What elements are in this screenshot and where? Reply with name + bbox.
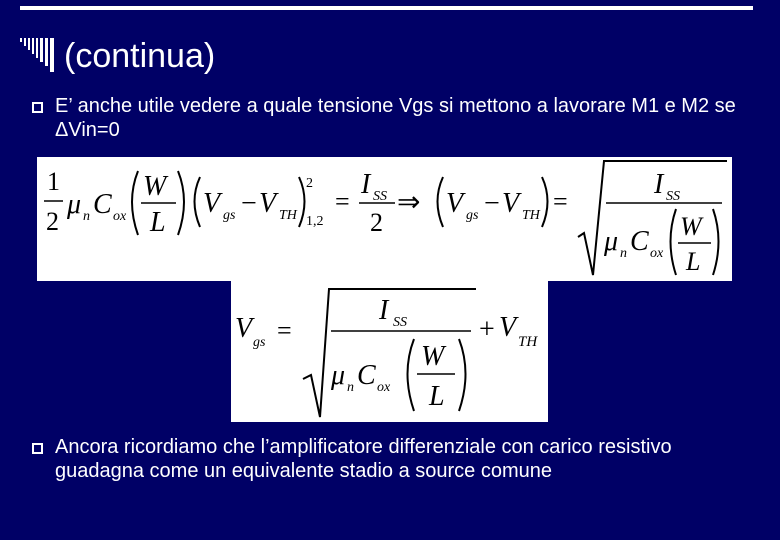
v-subscript-th: TH <box>279 208 297 223</box>
implies-arrow: ⇒ <box>397 187 421 218</box>
c-subscript: ox <box>650 246 664 261</box>
mu-subscript: n <box>347 380 354 395</box>
i-symbol: I <box>379 295 389 326</box>
c-symbol: C <box>93 189 112 220</box>
i-subscript-ss: SS <box>373 189 387 204</box>
slide-title: (continua) <box>64 37 216 75</box>
i-subscript-ss: SS <box>666 189 680 204</box>
formula-1 <box>37 157 732 281</box>
v-symbol: V <box>446 188 464 219</box>
bullet-square-icon <box>32 443 43 454</box>
sqrt-sign <box>303 289 476 417</box>
mu-subscript: n <box>83 209 90 224</box>
c-subscript: ox <box>113 209 127 224</box>
power-two: 2 <box>306 176 313 191</box>
v-symbol: V <box>259 188 277 219</box>
half-denominator: 2 <box>46 207 59 236</box>
minus-sign: − <box>241 188 257 219</box>
v-subscript-gs: gs <box>223 208 236 223</box>
i-subscript-ss: SS <box>393 315 407 330</box>
w-symbol: W <box>421 341 445 372</box>
mu-symbol: μ <box>67 189 82 220</box>
v-subscript-gs: gs <box>466 208 479 223</box>
l-symbol: L <box>429 381 445 412</box>
formula-image-1 <box>37 157 732 281</box>
bullet-text: Ancora ricordiamo che l’amplificatore differenziale con carico resistivo guadagna come un equivalente stadio a source comune <box>55 436 672 482</box>
formula-image-2 <box>231 281 548 422</box>
v-subscript-gs: gs <box>253 335 266 350</box>
v-symbol: V <box>235 313 253 344</box>
fraction-denominator-two: 2 <box>370 208 383 237</box>
bullet-square-icon <box>32 102 43 113</box>
mu-symbol: μ <box>331 360 346 391</box>
v-symbol: V <box>502 188 520 219</box>
mu-subscript: n <box>620 246 627 261</box>
plus-sign: + <box>479 314 495 345</box>
c-subscript: ox <box>377 380 391 395</box>
title-bars-icon <box>20 38 56 74</box>
v-subscript-th: TH <box>522 208 540 223</box>
l-symbol: L <box>150 207 166 238</box>
mu-symbol: μ <box>604 226 619 257</box>
equals-sign: = <box>335 187 350 216</box>
v-symbol: V <box>499 312 517 343</box>
v-symbol: V <box>203 188 221 219</box>
equals-sign: = <box>553 187 568 216</box>
c-symbol: C <box>630 226 649 257</box>
w-symbol: W <box>680 212 702 241</box>
i-symbol: I <box>654 169 664 200</box>
top-divider-line <box>20 6 753 10</box>
equals-sign: = <box>277 316 292 345</box>
v-subscript-th: TH <box>518 334 538 350</box>
half-numerator: 1 <box>47 167 60 196</box>
bullet-text: E’ anche utile vedere a quale tensione Vgs si mettono a lavorare M1 e M2 se ΔVin=0 <box>55 95 736 141</box>
bullet-item <box>32 94 752 142</box>
bullet-item <box>32 435 752 483</box>
c-symbol: C <box>357 360 376 391</box>
w-symbol: W <box>143 171 167 202</box>
formula-2 <box>231 281 548 422</box>
minus-sign: − <box>484 188 500 219</box>
indices-1-2: 1,2 <box>306 214 324 229</box>
l-symbol: L <box>686 247 701 276</box>
i-symbol: I <box>361 169 371 200</box>
